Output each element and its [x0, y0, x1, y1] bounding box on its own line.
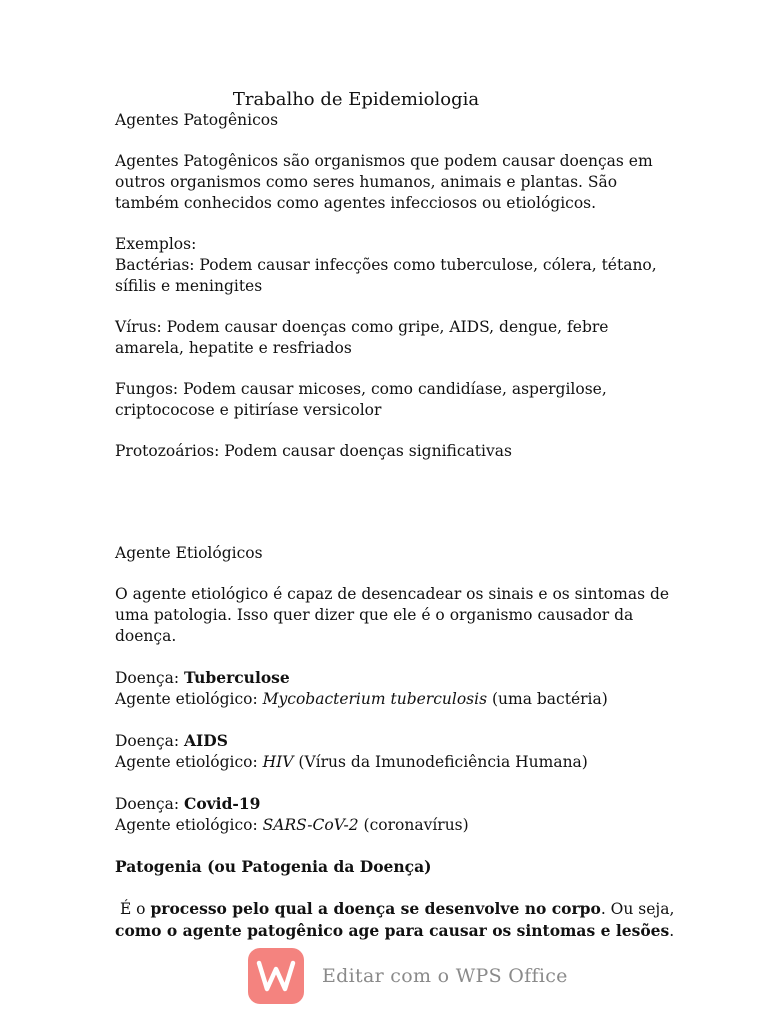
disease-entry	[115, 667, 675, 710]
section-heading-agentes-patogenicos: Agentes Patogênicos	[115, 111, 279, 129]
disease-label: Doença:	[115, 795, 180, 813]
wps-office-icon	[248, 948, 304, 1004]
example-bacterias: Bactérias: Podem causar infecções como tuberculose, cólera, tétano, sífilis e meningites	[115, 256, 657, 295]
example-virus: Vírus: Podem causar doenças como gripe, AIDS, dengue, febre amarela, hepatite e resfriados	[115, 318, 609, 357]
disease-line	[115, 730, 675, 752]
disease-name: AIDS	[184, 731, 228, 750]
agent-note: (coronavírus)	[363, 816, 469, 834]
agent-line	[115, 815, 675, 836]
paragraph-etiologico-intro: O agente etiológico é capaz de desencadear os sinais e os sintomas de uma patologia. Isso quer dizer que ele é o organismo causador da doença.	[115, 585, 670, 645]
agent-name: SARS-CoV-2	[262, 816, 359, 834]
example-fungos: Fungos: Podem causar micoses, como candidíase, aspergilose, criptococose e pitiríase versicolor	[115, 380, 607, 419]
paragraph-agentes-intro: Agentes Patogênicos são organismos que podem causar doenças em outros organismos como seres humanos, animais e plantas. São também conhecidos como agentes infecciosos ou etiológicos.	[115, 152, 653, 212]
agent-name: HIV	[262, 753, 294, 771]
disease-name: Covid-19	[184, 794, 261, 813]
disease-name: Tuberculose	[184, 668, 290, 687]
example-protozoarios: Protozoários: Podem causar doenças significativas	[115, 442, 512, 460]
paragraph-patogenia: É o processo pelo qual a doença se desenvolve no corpo. Ou seja, como o agente patogênico age para causar os sintomas e lesões.	[115, 899, 675, 940]
agent-note: (uma bactéria)	[491, 690, 608, 708]
disease-label: Doença:	[115, 732, 180, 750]
agent-note: (Vírus da Imunodeficiência Humana)	[298, 753, 588, 771]
agent-line	[115, 752, 675, 773]
agent-label: Agente etiológico:	[115, 816, 258, 834]
disease-label: Doença:	[115, 669, 180, 687]
document-title: Trabalho de Epidemiologia	[232, 89, 480, 110]
disease-entry	[115, 730, 675, 773]
agent-line	[115, 689, 675, 710]
agent-name: Mycobacterium tuberculosis	[262, 690, 488, 708]
disease-line	[115, 667, 675, 689]
wps-edit-banner[interactable]	[248, 948, 568, 1004]
agent-label: Agente etiológico:	[115, 690, 258, 708]
wps-edit-label[interactable]: Editar com o WPS Office	[322, 965, 568, 987]
disease-line	[115, 793, 675, 815]
section-heading-agente-etiologicos: Agente Etiológicos	[115, 544, 263, 562]
disease-entry	[115, 793, 675, 836]
section-heading-patogenia: Patogenia (ou Patogenia da Doença)	[115, 857, 432, 876]
agent-label: Agente etiológico:	[115, 753, 258, 771]
document-body	[115, 110, 675, 942]
examples-label: Exemplos:	[115, 235, 197, 253]
